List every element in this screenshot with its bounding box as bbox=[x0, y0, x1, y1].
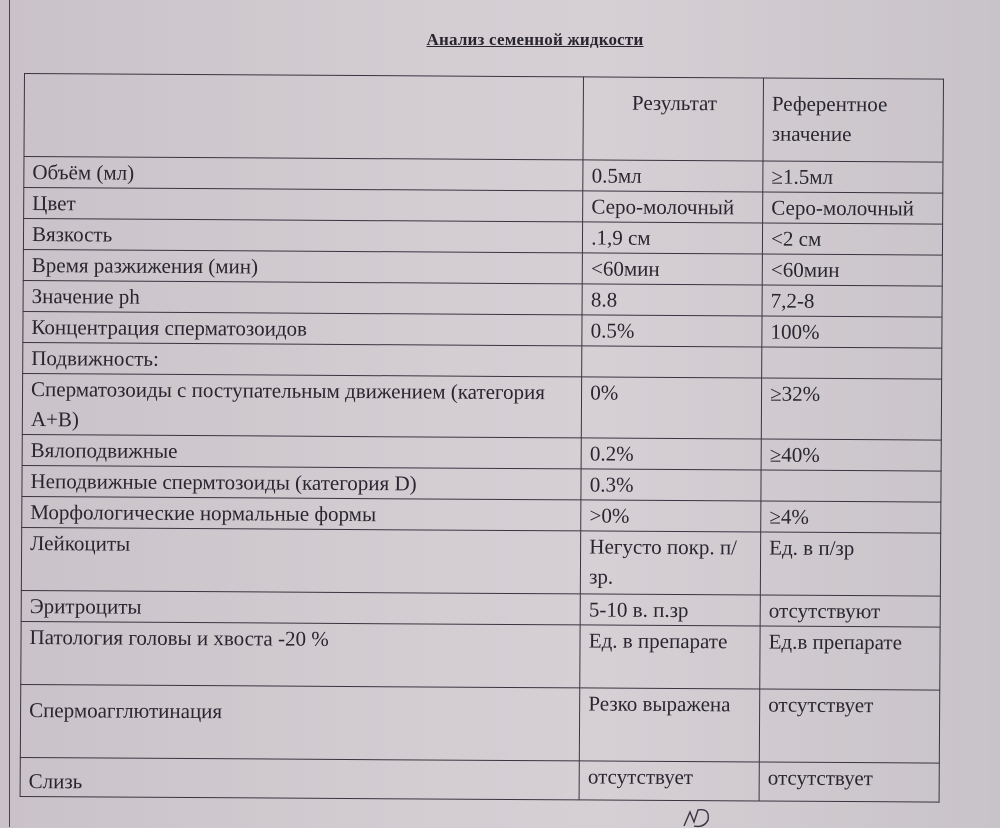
row-reference: Серо-молочный bbox=[763, 192, 943, 224]
table-row bbox=[20, 684, 939, 763]
header-reference: Референтное значение bbox=[763, 78, 943, 162]
row-result: 0.5% bbox=[582, 315, 762, 347]
row-reference: Ед.в препарате bbox=[760, 626, 940, 690]
row-parameter: Спермоагглютинация bbox=[20, 684, 580, 760]
header-result: Результат bbox=[583, 77, 763, 161]
row-parameter: Цвет bbox=[24, 188, 583, 222]
row-result: 0.3% bbox=[581, 469, 761, 501]
row-result: отсутствует bbox=[579, 761, 759, 801]
row-result: Негусто покр. п/зр. bbox=[581, 531, 761, 595]
row-parameter: Время разжижения (мин) bbox=[23, 249, 582, 283]
row-reference: ≥1.5мл bbox=[763, 161, 943, 193]
row-reference: 7,2-8 bbox=[762, 285, 942, 317]
row-parameter: Неподвижные спермтозоиды (категория D) bbox=[22, 465, 581, 499]
table-header-row bbox=[24, 74, 943, 163]
row-reference: <60мин bbox=[762, 254, 942, 286]
row-result: 5-10 в. п.зр bbox=[580, 594, 760, 626]
row-parameter: Подвижность: bbox=[23, 342, 582, 376]
semen-analysis-table bbox=[20, 73, 944, 803]
row-parameter: Слизь bbox=[20, 757, 579, 799]
table-row bbox=[23, 311, 942, 348]
row-result bbox=[582, 346, 762, 378]
row-result: Ед. в препарате bbox=[580, 625, 760, 689]
row-parameter: Сперматозоиды с поступательным движением (категория А+В) bbox=[22, 373, 582, 437]
table-row bbox=[22, 434, 941, 471]
row-reference bbox=[762, 347, 942, 379]
row-result: Серо-молочный bbox=[583, 191, 763, 223]
row-parameter: Значение ph bbox=[23, 280, 582, 314]
row-result: 0.5мл bbox=[583, 160, 763, 192]
table-row bbox=[22, 373, 941, 440]
row-parameter: Объём (мл) bbox=[24, 157, 583, 191]
table-row bbox=[20, 757, 939, 802]
row-parameter: Лейкоциты bbox=[21, 527, 581, 593]
row-reference: ≥32% bbox=[761, 378, 941, 440]
row-parameter: Концентрация сперматозоидов bbox=[23, 311, 582, 345]
row-result: 8.8 bbox=[582, 284, 762, 316]
row-result: <60мин bbox=[582, 253, 762, 285]
row-reference: ≥4% bbox=[761, 501, 941, 533]
table-row bbox=[22, 496, 941, 533]
row-reference: ≥40% bbox=[761, 439, 941, 471]
row-result: .1,9 см bbox=[583, 222, 763, 254]
row-parameter: Патология головы и хвоста -20 % bbox=[21, 621, 581, 687]
table-row bbox=[21, 621, 940, 690]
row-reference: отсутствует bbox=[759, 689, 939, 763]
row-reference: <2 см bbox=[763, 223, 943, 255]
row-result: 0% bbox=[582, 377, 762, 439]
row-reference: отсутствуют bbox=[760, 595, 940, 627]
header-parameter bbox=[24, 74, 584, 160]
row-result: Резко выражена bbox=[580, 688, 760, 762]
table-row bbox=[22, 465, 941, 502]
row-reference: отсутствует bbox=[759, 762, 939, 802]
table-row bbox=[21, 527, 940, 596]
row-reference bbox=[761, 470, 941, 502]
row-result: 0.2% bbox=[581, 438, 761, 470]
paper-edge bbox=[9, 0, 10, 827]
table-row bbox=[23, 249, 942, 286]
row-parameter: Вязкость bbox=[23, 219, 582, 253]
row-result: >0% bbox=[581, 500, 761, 532]
row-parameter: Морфологические нормальные формы bbox=[22, 496, 581, 530]
handwritten-signature-mark bbox=[680, 806, 720, 828]
row-reference: 100% bbox=[762, 316, 942, 348]
document-title: Анализ семенной жидкости bbox=[426, 30, 644, 49]
row-reference: Ед. в п/зр bbox=[760, 532, 940, 596]
row-parameter: Вялоподвижные bbox=[22, 434, 581, 468]
row-parameter: Эритроциты bbox=[21, 590, 580, 624]
